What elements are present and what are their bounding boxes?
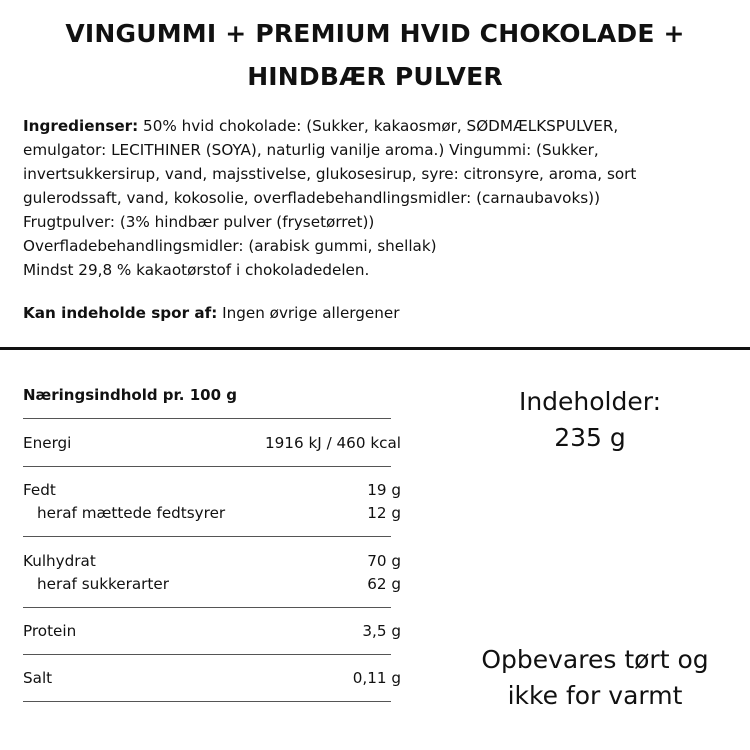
storage-line-1: Opbevares tørt og bbox=[481, 645, 709, 674]
storage-instructions bbox=[460, 642, 730, 714]
ingredients-label: Ingredienser: bbox=[23, 117, 139, 135]
ingredients-line-7: Mindst 29,8 % kakaotørstof i chokoladedelen. bbox=[23, 261, 370, 279]
nutrition-rule bbox=[23, 466, 391, 467]
net-contents bbox=[470, 384, 710, 456]
allergen-label: Kan indeholde spor af: bbox=[23, 304, 218, 322]
nutrition-value: 62 g bbox=[367, 575, 401, 593]
section-divider bbox=[0, 347, 750, 350]
ingredients-line-5: Frugtpulver: (3% hindbær pulver (frysetørret)) bbox=[23, 213, 375, 231]
ingredients-line-4: gulerodssaft, vand, kokosolie, overfladebehandlingsmidler: (carnaubavoks)) bbox=[23, 189, 601, 207]
ingredients-line-6: Overfladebehandlingsmidler: (arabisk gummi, shellak) bbox=[23, 237, 437, 255]
nutrition-rule bbox=[23, 654, 391, 655]
nutrition-value: 3,5 g bbox=[362, 622, 401, 640]
nutrition-label: Fedt bbox=[23, 481, 56, 499]
ingredients-line-1 bbox=[23, 114, 723, 138]
ingredients-block bbox=[23, 114, 723, 282]
nutrition-value: 1916 kJ / 460 kcal bbox=[264, 434, 401, 452]
nutrition-value: 70 g bbox=[367, 552, 401, 570]
nutrition-label: heraf sukkerarter bbox=[37, 575, 169, 593]
nutrition-rule bbox=[23, 607, 391, 608]
nutrition-label: Protein bbox=[23, 622, 77, 640]
allergen-value: Ingen øvrige allergener bbox=[217, 304, 400, 322]
ingredients-text-1: 50% hvid chokolade: (Sukker, kakaosmør, SØDMÆLKSPULVER, bbox=[138, 117, 619, 135]
nutrition-value: 19 g bbox=[367, 481, 401, 499]
product-title-line-1: VINGUMMI + PREMIUM HVID CHOKOLADE + bbox=[65, 19, 685, 48]
nutrition-value: 12 g bbox=[367, 504, 401, 522]
nutrition-rule bbox=[23, 536, 391, 537]
ingredients-line-2: emulgator: LECITHINER (SOYA), naturlig vanilje aroma.) Vingummi: (Sukker, bbox=[23, 141, 599, 159]
net-contents-label: Indeholder: bbox=[518, 387, 662, 416]
allergen-info bbox=[23, 301, 723, 325]
nutrition-label: Energi bbox=[23, 434, 72, 452]
nutrition-rule bbox=[23, 418, 391, 419]
nutrition-value: 0,11 g bbox=[352, 669, 401, 687]
nutrition-rule bbox=[23, 701, 391, 702]
ingredients-line-3: invertsukkersirup, vand, majsstivelse, glukosesirup, syre: citronsyre, aroma, sort bbox=[23, 165, 637, 183]
net-contents-weight: 235 g bbox=[554, 423, 626, 452]
nutrition-label: Salt bbox=[23, 669, 53, 687]
nutrition-label: Kulhydrat bbox=[23, 552, 96, 570]
storage-line-2: ikke for varmt bbox=[507, 681, 683, 710]
product-title-line-2: HINDBÆR PULVER bbox=[247, 62, 503, 91]
nutrition-label: heraf mættede fedtsyrer bbox=[37, 504, 226, 522]
nutrition-heading: Næringsindhold pr. 100 g bbox=[23, 386, 237, 404]
product-title bbox=[0, 12, 750, 98]
